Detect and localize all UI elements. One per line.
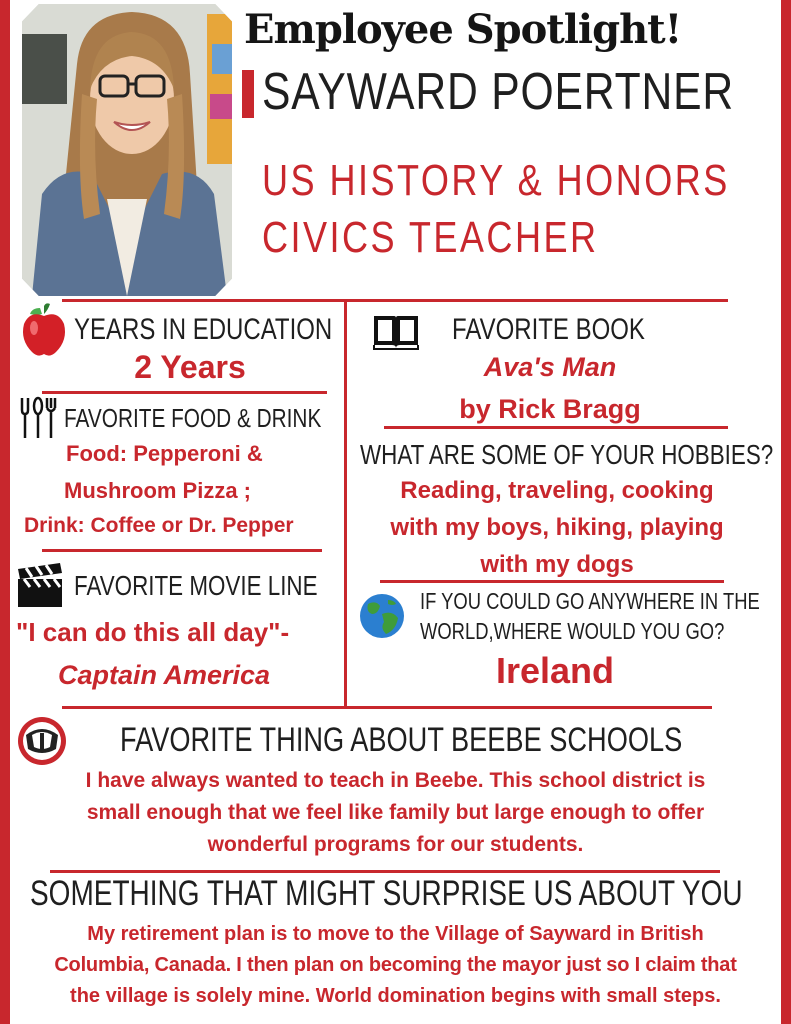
right-border: [781, 0, 791, 1024]
divider-years: [42, 391, 327, 394]
beebe-line-3: wonderful programs for our students.: [207, 833, 584, 856]
food-line-2: Mushroom Pizza ;: [64, 478, 252, 503]
page-title: Employee Spotlight!: [244, 6, 682, 53]
drink-line: Drink: Coffee or Dr. Pepper: [24, 514, 294, 537]
hobbies-line-1: Reading, traveling, cooking: [400, 477, 714, 504]
travel-label-2: WORLD,WHERE WOULD YOU GO?: [420, 618, 725, 644]
surprise-label: SOMETHING THAT MIGHT SURPRISE US ABOUT YOU: [30, 874, 743, 913]
divider-top: [62, 299, 728, 302]
clapperboard-icon: [16, 563, 64, 614]
movie-source: Captain America: [58, 660, 271, 690]
beebe-line-2: small enough that we feel like family but large enough to offer: [86, 801, 705, 824]
beebe-line-1: I have always wanted to teach in Beebe. This school district is: [85, 769, 706, 792]
utensils-icon: [18, 396, 58, 445]
hobbies-line-2: with my boys, hiking, playing: [390, 514, 724, 541]
hobbies-line-3: with my dogs: [480, 551, 634, 578]
divider-middle: [62, 706, 712, 709]
book-icon: [372, 312, 420, 355]
book-author: by Rick Bragg: [459, 394, 641, 424]
surprise-line-3: the village is solely mine. World domination begins with small steps.: [70, 985, 721, 1007]
years-label: YEARS IN EDUCATION: [74, 313, 333, 346]
left-border: [0, 0, 10, 1024]
travel-label-1: IF YOU COULD GO ANYWHERE IN THE: [420, 588, 760, 614]
hobbies-label: WHAT ARE SOME OF YOUR HOBBIES?: [360, 439, 774, 470]
years-value: 2 Years: [134, 349, 246, 385]
surprise-line-2: Columbia, Canada. I then plan on becoming the mayor just so I claim that: [54, 954, 737, 976]
book-title: Ava's Man: [483, 352, 617, 382]
employee-name: SAYWARD POERTNER: [262, 63, 734, 121]
food-line-1: Food: Pepperoni &: [66, 441, 263, 466]
divider-beebe: [50, 870, 720, 873]
divider-hobbies: [380, 580, 724, 583]
role-line-1: US HISTORY & HONORS: [262, 156, 730, 205]
portrait-illustration: [22, 4, 232, 296]
divider-book: [384, 426, 728, 429]
globe-icon: [358, 592, 406, 645]
movie-quote: "I can do this all day"-: [16, 617, 290, 647]
travel-value: Ireland: [495, 650, 615, 691]
food-label: FAVORITE FOOD & DRINK: [64, 403, 322, 433]
movie-label: FAVORITE MOVIE LINE: [74, 570, 318, 601]
role-line-2: CIVICS TEACHER: [262, 213, 599, 262]
surprise-line-1: My retirement plan is to move to the Village of Sayward in British: [87, 923, 704, 945]
name-accent-bar: [242, 70, 254, 118]
badger-logo-icon: [14, 715, 70, 772]
book-label: FAVORITE BOOK: [452, 313, 645, 346]
beebe-label: FAVORITE THING ABOUT BEEBE SCHOOLS: [120, 721, 683, 759]
teacher-photo: [22, 4, 232, 296]
divider-food: [42, 549, 322, 552]
